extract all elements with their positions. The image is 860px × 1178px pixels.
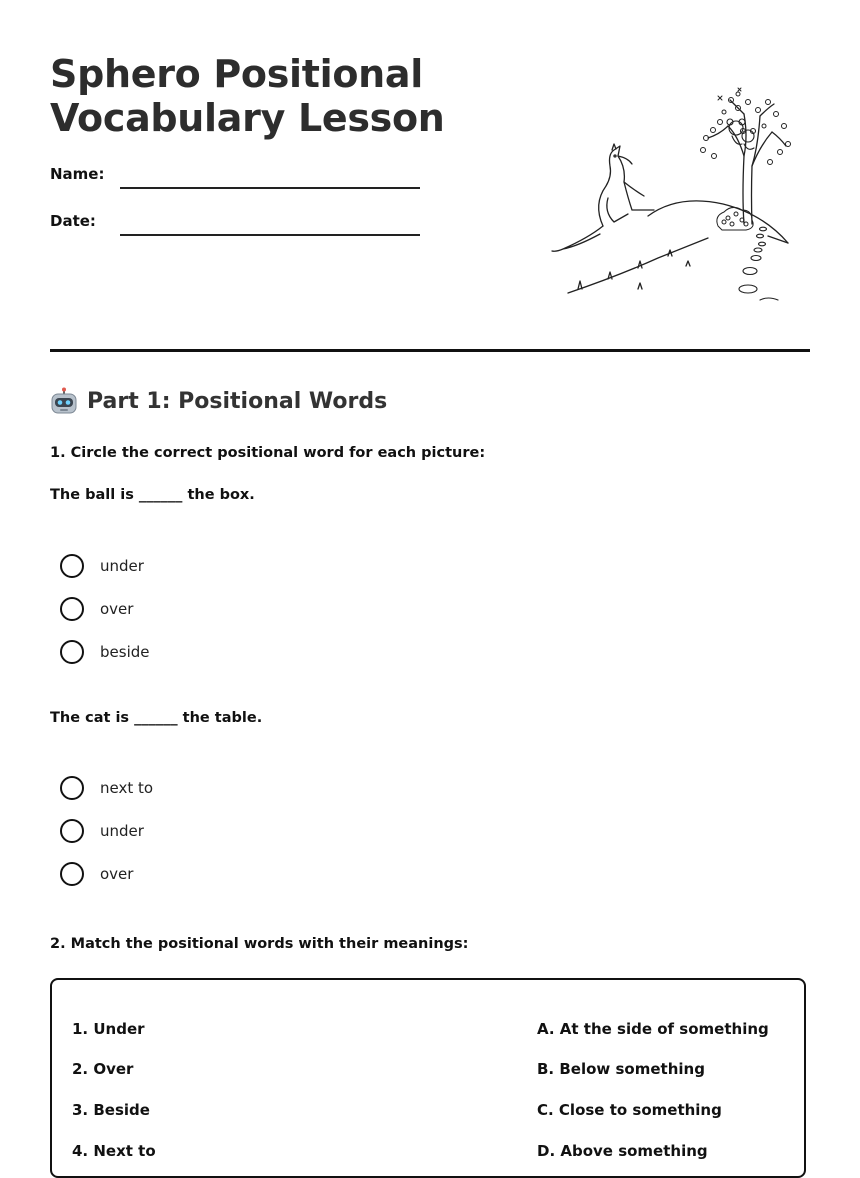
title-line-2: Vocabulary Lesson [50, 96, 445, 140]
q1-2-option-over[interactable] [60, 862, 133, 886]
kangaroo-tree-illustration [548, 86, 792, 306]
q1-sentence-2: The cat is ______ the table. [50, 710, 263, 726]
worksheet-page [50, 0, 810, 1161]
radio-button[interactable] [60, 862, 84, 886]
match-meaning-d[interactable]: D. Above something [537, 1142, 708, 1160]
name-field[interactable] [120, 187, 420, 189]
title-line-1: Sphero Positional [50, 52, 423, 96]
match-word-over[interactable]: 2. Over [72, 1060, 134, 1078]
option-label: under [100, 557, 144, 575]
option-label: beside [100, 643, 150, 661]
match-meaning-b[interactable]: B. Below something [537, 1060, 705, 1078]
option-label: next to [100, 779, 154, 797]
match-word-beside[interactable]: 3. Beside [72, 1101, 150, 1119]
q1-2-option-under[interactable] [60, 819, 144, 843]
date-label: Date: [50, 212, 96, 230]
match-word-next-to[interactable]: 4. Next to [72, 1142, 156, 1160]
q1-1-option-under[interactable] [60, 554, 144, 578]
page-title [50, 52, 445, 140]
q2-instruction: 2. Match the positional words with their meanings: [50, 936, 469, 952]
match-meaning-a[interactable]: A. At the side of something [537, 1020, 769, 1038]
date-field[interactable] [120, 234, 420, 236]
radio-button[interactable] [60, 554, 84, 578]
q1-2-option-next-to[interactable] [60, 776, 153, 800]
option-label: under [100, 822, 144, 840]
match-meaning-c[interactable]: C. Close to something [537, 1101, 722, 1119]
name-label: Name: [50, 165, 105, 183]
part1-heading-text: Part 1: Positional Words [87, 388, 388, 414]
part1-heading [50, 387, 387, 415]
option-label: over [100, 865, 134, 883]
radio-button[interactable] [60, 819, 84, 843]
matching-box [50, 978, 806, 1178]
header-divider [50, 349, 810, 352]
radio-button[interactable] [60, 597, 84, 621]
option-label: over [100, 600, 134, 618]
q1-instruction: 1. Circle the correct positional word for each picture: [50, 445, 486, 461]
match-word-under[interactable]: 1. Under [72, 1020, 145, 1038]
q1-sentence-1: The ball is ______ the box. [50, 487, 255, 503]
radio-button[interactable] [60, 640, 84, 664]
q1-1-option-over[interactable] [60, 597, 133, 621]
radio-button[interactable] [60, 776, 84, 800]
q1-1-option-beside[interactable] [60, 640, 149, 664]
robot-icon [50, 387, 78, 415]
